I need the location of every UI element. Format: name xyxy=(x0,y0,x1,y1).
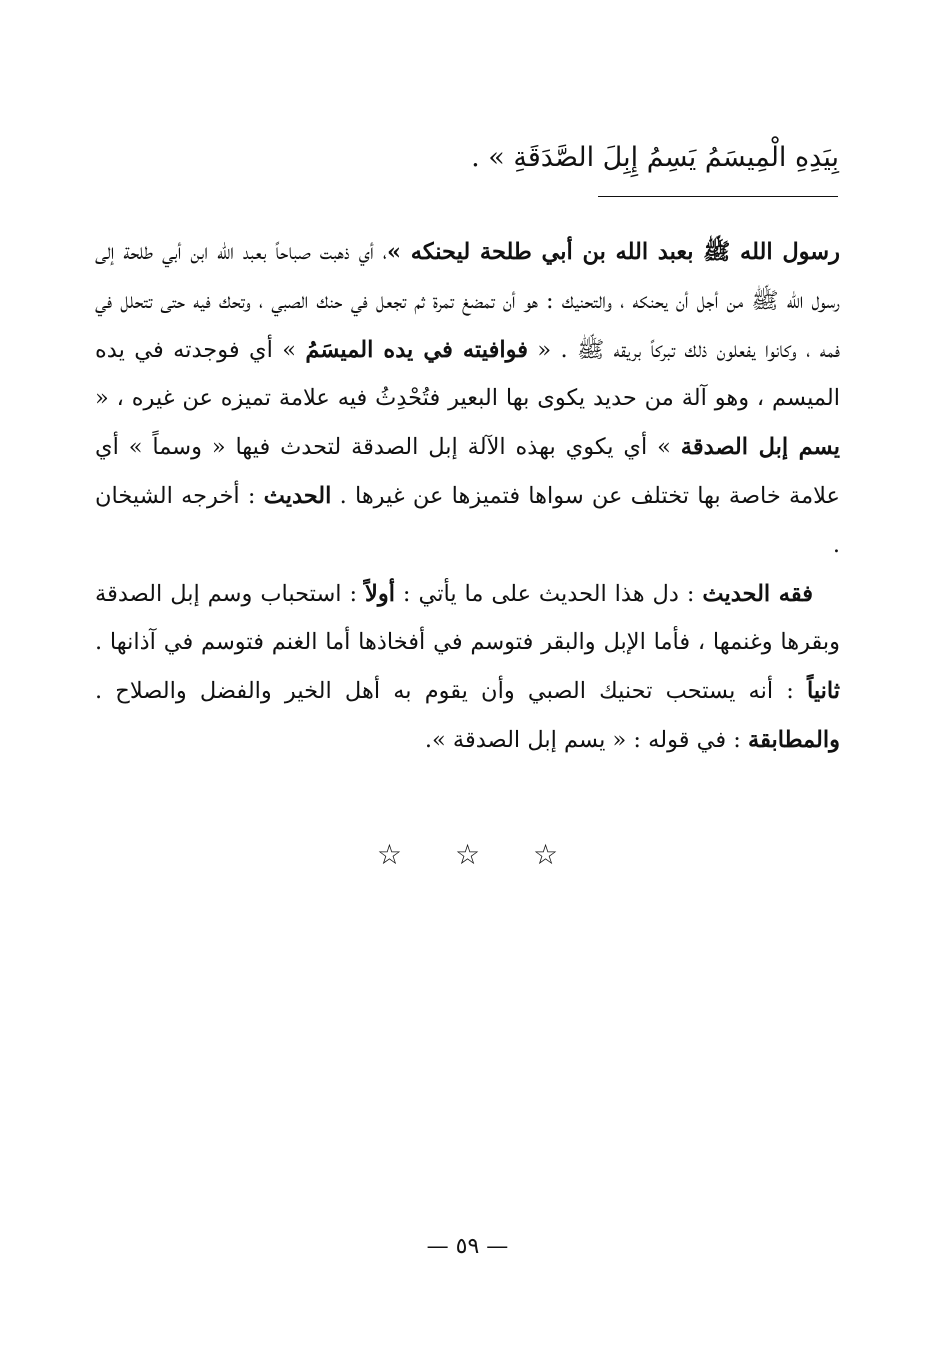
section-separator xyxy=(0,838,935,872)
text-run: ، أي ذهبت صباحاً بعبد الله ابن أبي طلحة إلى رسول الله ﷺ من أجل أن يحنكه ، والتحنيك : هو أن تمضغ تمرة ثم تجعل في حنك الصبي ، وتحك فيه حتى تتحلل في فمه ، وكانوا يفعلون ذلك تبركاً بريقه ﷺ . « xyxy=(95,239,840,363)
star-icon: ☆ xyxy=(532,838,559,871)
bold-phrase: الحديث xyxy=(263,482,332,509)
star-icon: ☆ xyxy=(454,838,481,871)
text-run: : دل هذا الحديث على ما يأتي : xyxy=(394,580,703,607)
fiqh-paragraph xyxy=(95,570,840,765)
star-icon: ☆ xyxy=(376,838,403,871)
commentary-body xyxy=(95,228,840,765)
text-run: : استحباب وسم إبل الصدقة وبقرها وغنمها ، فأما الإبل والبقر فتوسم في أفخاذها أما الغنم فتوسم في آذانها . xyxy=(95,580,840,656)
commentary-paragraph xyxy=(95,228,840,570)
text-run: : في قوله : « يسم إبل الصدقة ». xyxy=(424,726,748,753)
text-run: » أي فوجدته في يده الميسم ، وهو آلة من حديد يكوى بها البعير فتُحْدِثُ فيه علامة تميزه عن غيره ، « xyxy=(95,336,840,412)
bold-phrase: ثانياً xyxy=(806,678,840,705)
hadith-text-tail: بِيَدِهِ الْمِيسَمُ يَسِمُ إِبِلَ الصَّدَقَةِ » . xyxy=(471,142,839,173)
text-run: : أنه يستحب تحنيك الصبي وأن يقوم به أهل الخير والفضل والصلاح . xyxy=(95,678,807,705)
bold-phrase: فقه الحديث xyxy=(702,580,813,607)
text-run: » أي يكوي بهذه الآلة إبل الصدقة لتحدث فيها « وسماً » أي علامة خاصة بها تختلف عن سواها فتميزها عن غيرها . xyxy=(95,434,840,509)
bold-phrase: رسول الله ﷺ بعبد الله بن أبي طلحة ليحنكه » xyxy=(387,239,841,265)
bold-phrase: يسم إبل الصدقة xyxy=(680,434,840,461)
section-divider xyxy=(598,196,838,197)
bold-phrase: والمطابقة xyxy=(748,726,840,753)
page-number: — ٥٩ — xyxy=(426,1234,509,1259)
bold-phrase: أولاً xyxy=(365,580,395,607)
bold-phrase: فوافيته في يده الميسَمُ xyxy=(305,336,528,363)
text-run: : أخرجه الشيخان . xyxy=(95,482,840,558)
